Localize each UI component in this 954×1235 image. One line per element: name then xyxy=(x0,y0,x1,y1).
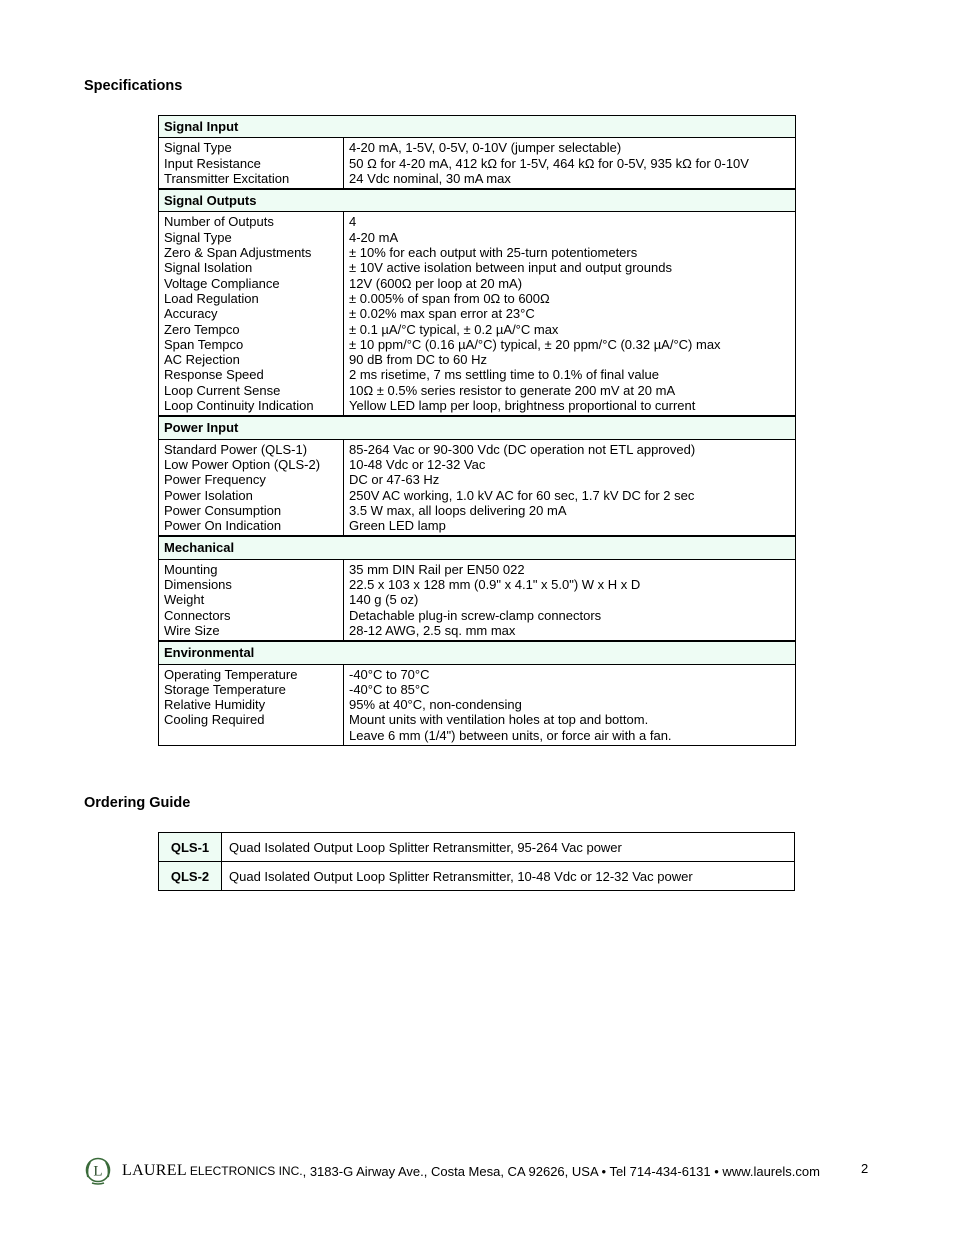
spec-section-header xyxy=(159,536,796,559)
spec-value: 2 ms risetime, 7 ms settling time to 0.1% of final value xyxy=(349,367,659,383)
specifications-heading: Specifications xyxy=(84,78,183,94)
spec-value: -40°C to 70°C xyxy=(349,666,430,682)
spec-label: Power Frequency xyxy=(164,472,266,488)
spec-label: Loop Current Sense xyxy=(164,382,281,398)
spec-label: Number of Outputs xyxy=(164,214,274,230)
spec-label: Low Power Option (QLS-2) xyxy=(164,456,321,472)
spec-values-cell xyxy=(344,439,796,536)
spec-label: Input Resistance xyxy=(164,155,261,171)
spec-value: Mount units with ventilation holes at top and bottom. xyxy=(349,712,649,728)
spec-section-title: Environmental xyxy=(159,641,796,664)
spec-value: Leave 6 mm (1/4") between units, or force air with a fan. xyxy=(349,727,672,743)
spec-label: Weight xyxy=(164,592,205,608)
spec-label: Mounting xyxy=(164,561,218,577)
spec-value: Detachable plug-in screw-clamp connectors xyxy=(349,607,602,623)
spec-section-title: Mechanical xyxy=(159,536,796,559)
spec-values-cell xyxy=(344,138,796,189)
spec-section-title: Power Input xyxy=(159,416,796,439)
spec-value: Yellow LED lamp per loop, brightness proportional to current xyxy=(349,398,696,414)
spec-label: Zero & Span Adjustments xyxy=(164,245,312,261)
spec-value: 4-20 mA xyxy=(349,229,399,245)
specifications-table xyxy=(158,115,796,746)
spec-value: -40°C to 85°C xyxy=(349,681,430,697)
page-footer xyxy=(82,1154,882,1188)
order-code: QLS-1 xyxy=(159,833,222,862)
spec-value: 50 Ω for 4-20 mA, 412 kΩ for 1-5V, 464 kΩ for 0-5V, 935 kΩ for 0-10V xyxy=(349,155,749,171)
spec-value: ± 10V active isolation between input and output grounds xyxy=(349,260,672,276)
spec-value: ± 10% for each output with 25-turn potentiometers xyxy=(349,245,638,261)
spec-section-body xyxy=(159,664,796,745)
spec-label: Signal Type xyxy=(164,229,232,245)
spec-value: 3.5 W max, all loops delivering 20 mA xyxy=(349,502,567,518)
spec-value: 10Ω ± 0.5% series resistor to generate 200 mV at 20 mA xyxy=(349,382,676,398)
spec-label: Power Isolation xyxy=(164,487,253,503)
spec-labels-cell xyxy=(159,212,344,416)
spec-label: Signal Isolation xyxy=(164,260,253,276)
spec-label: Relative Humidity xyxy=(164,697,266,713)
spec-label: Zero Tempco xyxy=(164,321,240,337)
spec-section-body xyxy=(159,212,796,416)
spec-label: Storage Temperature xyxy=(164,681,286,697)
order-row xyxy=(159,862,795,891)
spec-values-cell xyxy=(344,664,796,745)
spec-value: 35 mm DIN Rail per EN50 022 xyxy=(349,561,525,577)
spec-value: 22.5 x 103 x 128 mm (0.9" x 4.1" x 5.0") W x H x D xyxy=(349,577,641,593)
spec-section-header xyxy=(159,116,796,138)
order-code: QLS-2 xyxy=(159,862,222,891)
spec-value: 95% at 40°C, non-condensing xyxy=(349,697,522,713)
spec-label: Operating Temperature xyxy=(164,666,298,682)
spec-label: Dimensions xyxy=(164,577,232,593)
spec-value: 12V (600Ω per loop at 20 mA) xyxy=(349,275,523,291)
spec-label: Standard Power (QLS-1) xyxy=(164,441,308,457)
spec-label: Power On Indication xyxy=(164,518,282,534)
spec-section-body xyxy=(159,559,796,641)
spec-label: Response Speed xyxy=(164,367,264,383)
spec-label: Accuracy xyxy=(164,306,218,322)
spec-label: Voltage Compliance xyxy=(164,275,280,291)
spec-label: Connectors xyxy=(164,607,231,623)
order-description: Quad Isolated Output Loop Splitter Retransmitter, 95-264 Vac power xyxy=(222,833,795,862)
spec-values-cell xyxy=(344,559,796,641)
spec-value: ± 0.005% of span from 0Ω to 600Ω xyxy=(349,290,550,306)
footer-address: , 3183-G Airway Ave., Costa Mesa, CA 92626, USA • Tel 714-434-6131 • www.laurels.com xyxy=(302,1163,820,1179)
spec-section-body xyxy=(159,439,796,536)
spec-value: 10-48 Vdc or 12-32 Vac xyxy=(349,456,486,472)
spec-section-header xyxy=(159,641,796,664)
spec-labels-cell xyxy=(159,559,344,641)
ordering-guide-table xyxy=(158,832,795,891)
spec-label: Span Tempco xyxy=(164,336,244,352)
spec-labels-cell xyxy=(159,439,344,536)
spec-label: Signal Type xyxy=(164,140,232,156)
order-row xyxy=(159,833,795,862)
spec-values-cell xyxy=(344,212,796,416)
spec-value: 4-20 mA, 1-5V, 0-5V, 0-10V (jumper selectable) xyxy=(349,140,622,156)
spec-label: Loop Continuity Indication xyxy=(164,398,314,414)
spec-section-title: Signal Outputs xyxy=(159,189,796,212)
spec-value: Green LED lamp xyxy=(349,518,446,534)
spec-value: 85-264 Vac or 90-300 Vdc (DC operation not ETL approved) xyxy=(349,441,696,457)
spec-labels-cell xyxy=(159,664,344,745)
spec-value: 24 Vdc nominal, 30 mA max xyxy=(349,170,511,186)
spec-value: 28-12 AWG, 2.5 sq. mm max xyxy=(349,622,516,638)
footer-brand-rest: ELECTRONICS INC. xyxy=(189,1164,303,1178)
spec-value: 4 xyxy=(349,214,357,230)
spec-label: Power Consumption xyxy=(164,502,282,518)
spec-section-body xyxy=(159,138,796,189)
logo-letter: L xyxy=(93,1163,103,1180)
spec-value: 140 g (5 oz) xyxy=(349,592,419,608)
spec-label: Load Regulation xyxy=(164,290,259,306)
page-number: 2 xyxy=(861,1161,869,1176)
spec-label xyxy=(164,728,338,743)
spec-labels-cell xyxy=(159,138,344,189)
spec-section-header xyxy=(159,189,796,212)
spec-label: AC Rejection xyxy=(164,352,240,368)
spec-value: 250V AC working, 1.0 kV AC for 60 sec, 1.7 kV DC for 2 sec xyxy=(349,487,695,503)
ordering-guide-heading: Ordering Guide xyxy=(84,795,191,811)
spec-value: ± 0.02% max span error at 23°C xyxy=(349,306,535,322)
spec-label: Cooling Required xyxy=(164,712,265,728)
spec-value: DC or 47-63 Hz xyxy=(349,472,440,488)
spec-section-title: Signal Input xyxy=(159,116,796,138)
order-description: Quad Isolated Output Loop Splitter Retransmitter, 10-48 Vdc or 12-32 Vac power xyxy=(222,862,795,891)
spec-value: 90 dB from DC to 60 Hz xyxy=(349,352,487,368)
spec-section-header xyxy=(159,416,796,439)
laurel-wreath-logo-icon xyxy=(82,1155,114,1187)
footer-brand: LAUREL xyxy=(122,1162,187,1179)
spec-value: ± 10 ppm/°C (0.16 µA/°C) typical, ± 20 ppm/°C (0.32 µA/°C) max xyxy=(349,336,721,352)
spec-label: Transmitter Excitation xyxy=(164,170,290,186)
spec-value: ± 0.1 µA/°C typical, ± 0.2 µA/°C max xyxy=(349,321,559,337)
spec-label: Wire Size xyxy=(164,622,220,638)
